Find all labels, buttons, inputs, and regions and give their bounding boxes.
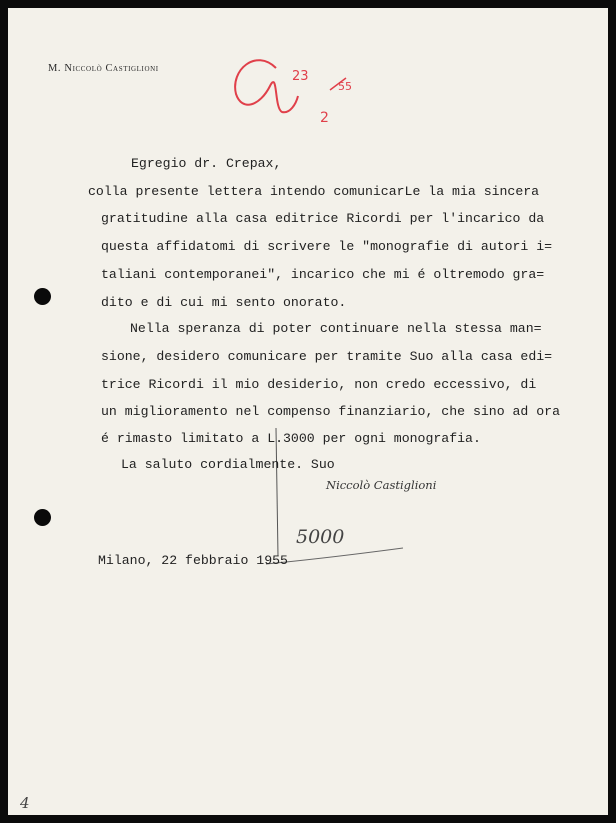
body-line: trice Ricordi il mio desiderio, non credo eccessivo, di [101, 377, 537, 392]
body-line: gratitudine alla casa editrice Ricordi per l'incarico da [101, 211, 545, 226]
red-annotation-text: 2 [320, 110, 329, 126]
body-line: sione, desidero comunicare per tramite Suo alla casa edi= [101, 349, 553, 364]
body-line: questa affidatomi di scrivere le "monografie di autori i= [101, 239, 553, 254]
letter-page [8, 8, 608, 815]
body-line: é rimasto limitato a L.3000 per ogni monografia. [101, 431, 481, 446]
pencil-note: 5000 [296, 526, 345, 548]
body-line: colla presente lettera intendo comunicarLe la mia sincera [88, 184, 540, 199]
page-mark: 4 [20, 794, 30, 812]
body-line: taliani contemporanei", incarico che mi é oltremodo gra= [101, 267, 545, 282]
letterhead: M. Niccolò Castiglioni [48, 63, 159, 74]
red-annotation-text: 55 [338, 80, 352, 93]
body-line: un miglioramento nel compenso finanziario, che sino ad ora [101, 404, 560, 419]
place-date: Milano, 22 febbraio 1955 [98, 553, 288, 568]
salutation: Egregio dr. Crepax, [131, 156, 282, 171]
signature: Niccolò Castiglioni [326, 478, 437, 492]
red-annotation-text: 23 [292, 69, 309, 84]
body-line: dito e di cui mi sento onorato. [101, 295, 347, 310]
closing: La saluto cordialmente. Suo [121, 457, 335, 472]
body-line: Nella speranza di poter continuare nella stessa man= [130, 321, 542, 336]
